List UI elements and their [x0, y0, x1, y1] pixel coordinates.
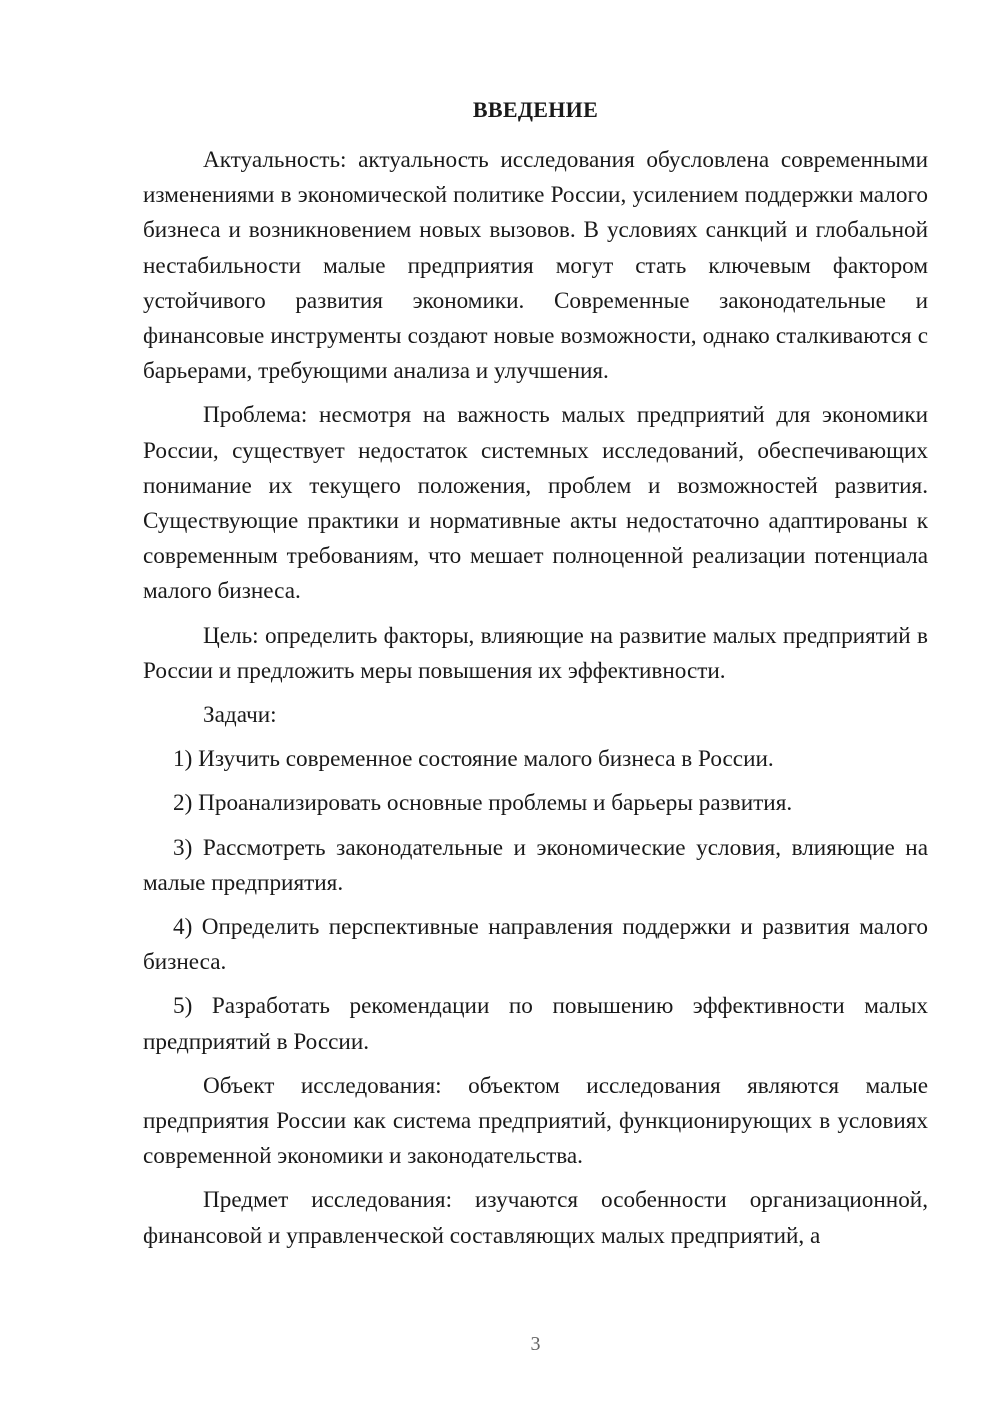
- document-body: [143, 143, 928, 1254]
- tasks-label: Задачи:: [203, 702, 277, 729]
- task-item: 3) Рассмотреть законодательные и экономические условия, влияющие на малые предприятия.: [143, 834, 928, 896]
- tasks-list: [143, 742, 928, 1060]
- paragraph-subject: Предмет исследования: изучаются особенности организационной, финансовой и управленческой составляющих малых предприятий, а: [143, 1187, 928, 1249]
- paragraph-relevance: Актуальность: актуальность исследования обусловлена современными изменениями в экономической политике России, усилением поддержки малого бизнеса и возникновением новых вызовов. В условиях санкций и глобальной нестабильности малые предприятия могут стать ключевым фактором устойчивого развития экономики. Современные законодательные и финансовые инструменты создают новые возможности, однако сталкиваются с барьерами, требующими анализа и улучшения.: [143, 147, 928, 385]
- task-item: 2) Проанализировать основные проблемы и барьеры развития.: [173, 790, 793, 817]
- task-item: 4) Определить перспективные направления поддержки и развития малого бизнеса.: [143, 914, 928, 976]
- section-heading: ВВЕДЕНИЕ: [472, 97, 599, 122]
- paragraph-problem: Проблема: несмотря на важность малых предприятий для экономики России, существует недостаток системных исследований, обеспечивающих понимание их текущего положения, проблем и возможностей развития. Существующие практики и нормативные акты недостаточно адаптированы к современным требованиям, что мешает полноценной реализации потенциала малого бизнеса.: [143, 402, 928, 605]
- task-item: 1) Изучить современное состояние малого бизнеса в России.: [173, 746, 774, 773]
- page-number: 3: [530, 1333, 541, 1355]
- task-item: 5) Разработать рекомендации по повышению эффективности малых предприятий в России.: [143, 993, 928, 1055]
- paragraph-object: Объект исследования: объектом исследования являются малые предприятия России как система предприятий, функционирующих в условиях современной экономики и законодательства.: [143, 1072, 928, 1170]
- paragraph-goal: Цель: определить факторы, влияющие на развитие малых предприятий в России и предложить меры повышения их эффективности.: [143, 622, 928, 684]
